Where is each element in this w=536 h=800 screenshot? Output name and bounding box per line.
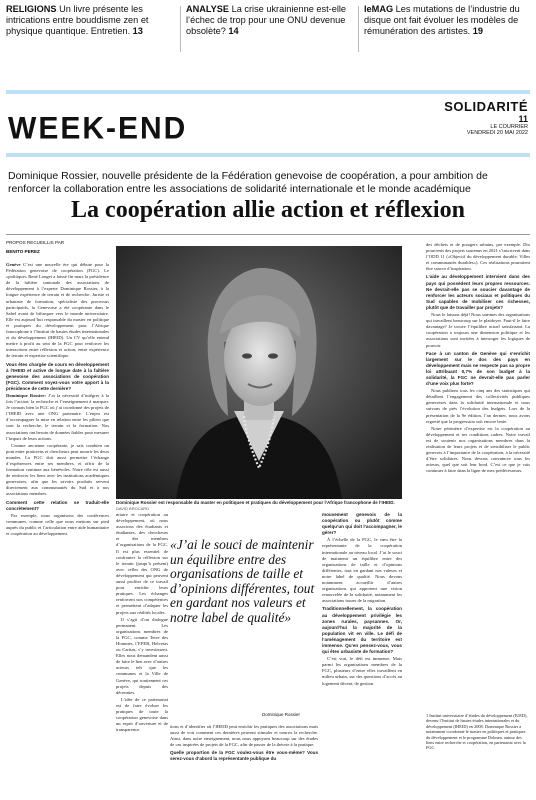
teaser-page: 13: [130, 26, 143, 36]
article-lede: Dominique Rossier, nouvelle présidente de la Fédération genevoise de coopération, a pour ambition de renforcer la collaboration entre les associations de solidarité internationale et le monde académique: [8, 170, 488, 195]
portrait-photo: [116, 246, 402, 499]
divider: [6, 234, 530, 235]
text-column-4: [322, 512, 402, 794]
pull-quote-signature: Dominique Rossier: [262, 712, 301, 717]
paragraph: nitaire et coopération au développement, où nous associons des étudiants et étudiantes, des chercheurs et des membres d’organisations de la FGC. Il est plus essentiel de confronter la réflexion sur le terrain (jusqu’à présent) avec celles des ONG de développement qui peuvent aussi profiter de ce travail pour enrichir leurs pratiques. Les échanges renforcent nos compétences et permettent d’adapter les projets aux réalités locales.: [116, 512, 168, 615]
question: Vous êtes chargée de cours en développement à l’IHEID et active de longue date à la faîtière genevoise des associations de coopération (FGC). Comment voyez-vous votre apport à la présidence de cette dernière?: [6, 361, 109, 391]
paragraph: Il s’agit d’un dialogue permanent. Les organisations membres de la FGC, comme Terre des Hommes, l’EPER, Helvetas ou Caritas, s’y investissent. Elles nous demandent aussi de faire le lien avec d’autres acteurs tels que les communes et la Ville de Genève, qui soutiennent ces projets depuis des décennies.: [116, 616, 168, 695]
rubric-label: SOLIDARITÉ: [444, 99, 528, 114]
paragraph: Par exemple, nous organisons des conférences communes, comme celle que nous mettons sur pied auprès du public et l’articulation entre aide humanitaire et coopération au développement.: [6, 512, 109, 537]
portrait-image: [116, 246, 402, 499]
issue-date: VENDREDI 20 MAI 2022: [466, 130, 528, 136]
question: Comment cette relation se traduit-elle concrètement?: [6, 499, 109, 511]
text-column-1: [6, 262, 109, 792]
paragraph: C’est vrai, le défi est immense. Mais parmi les organisations membres de la FGC, plusieurs d’entre elles travaillent en milieu urbain, sur des questions d’accès au logement décent, de gestion: [322, 656, 402, 686]
teaser-text: Les mutations de l’industrie du disque ont fait évoluer les modèles de rémunération des artistes.: [364, 4, 520, 36]
divider: [180, 6, 181, 52]
question: Face à un canton de Genève qui s’enrichit largement sur le dos des pays en développement mais ne respecte pas sa propre loi attribuant 0,7% de son budget à la solidarité, la FGC ne devrait-elle pas parler d’une voix plus forte?: [426, 350, 530, 387]
section-bar: [6, 153, 530, 157]
question: Quelle proportion de la FGC voulez-vous être vous-même? Vous serez-vous d’abord la représentante publique du: [170, 750, 318, 762]
paragraph: À l’échelle de la FGC, le vœu être la représentante de la coopération internationale au niveau local. J’ai le souci de maintenir un équilibre entre des organisations de taille et d’opinions différentes, tout en gardant nos valeurs et notre label de qualité. Nous devons notamment accueillir d’autres organisations qui apportent une vision renouvelée de la solidarité, notamment les associations issues de la migration.: [322, 537, 402, 604]
section-title: WEEK-END: [8, 111, 188, 146]
text-column-2: [116, 512, 168, 794]
teaser-text: La crise ukrainienne est-elle l’échec de trop pour une ONU devenue obsolète?: [186, 4, 347, 36]
paragraph: Nous le faisons déjà! Nous sommes des organisations qui travaillent beaucoup sur le plaidoyer. Faut-il le faire davantage? Je trouve l’équilibre actuel satisfaisant. La coopération a toujours une dimension politique et les associations sont invitées à interroger les logiques de pouvoir.: [426, 312, 530, 348]
caption-text: Dominique Rossier est responsable du master en politiques et pratiques du développement pour l’Afrique francophone de l’IHEID.: [116, 500, 395, 505]
teaser-kicker: leMAG: [364, 4, 394, 14]
question: mouvement genevois de la coopération ou plutôt comme quelqu’un qui doit l’accompagner, le gérer?: [322, 512, 402, 536]
paragraph: Comme ancienne coopérante, je sais combien un pont entre praticiens et chercheurs peut nourrir les deux mondes. La FGC doit aussi permettre l’échange d’expériences entre ses membres, et offrir de la formation continue aux bénévoles. Notre rôle est aussi de renforcer les liens avec les institutions académiques genevoises, afin que les savoirs produits servent directement aux communautés du Sud et à nos associations membres.: [6, 442, 109, 497]
article-headline: La coopération allie action et réflexion: [71, 197, 465, 223]
photo-caption: [116, 500, 402, 511]
paragraph: Notre périmètre d’expertise est la coopération au développement et ses conditions cadres. Notre travail est de soutenir nos organisations membres dans la réalisation de leurs projets et de sensibiliser le public genevois à l’importance de la coopération, à la nécessité d’être solidaires. Nous devons convaincre tous les acteurs, quel que soit leur bord. C’est ce que je vais continuer à faire dans la ligne de mes prédécesseurs.: [426, 425, 530, 474]
pull-quote: «J’ai le souci de maintenir un équilibre entre des organisations de taille et d’opinions différentes, tout en gardant nos valeurs et notre label de qualité»: [170, 537, 315, 625]
teaser-analyse[interactable]: [186, 4, 351, 37]
question: L’aide au développement intervient dans des pays qui possèdent leurs propres ressources. Ne devrait-elle pas se soucier davantage de renforcer les acteurs sociaux et politiques du Sud capables de mobiliser ces richesses, plutôt que de travailler par projets?: [426, 274, 530, 310]
question: Traditionnellement, la coopération au développement privilégie les zones rurales, paysannes. Or, aujourd’hui la majorité de la population vit en ville. Le défi de l’aménagement du territoire est immense. Qu’en pensez-vous, vous qui êtes urbaniste de formation?: [322, 606, 402, 655]
paragraph: [6, 262, 109, 360]
answer-lead: Dominique Rossier:: [6, 392, 46, 398]
byline-author: BENITO PEREZ: [6, 249, 40, 254]
text-column-6: [426, 242, 530, 710]
paragraph-text: C’est une nouvelle ère qui débute pour la Fédération genevoise de coopération (FGC). Le «politique» René Longet a laissé fin mars la présidence de la faîtière cantonale des associations de développement à l’experte Dominique Rossier, à la longue expérience de terrain et de recherche. Juriste et urbaniste de formation, spécialiste des processus participatifs, la Genevoise a été coopérante dans le Sahel avant de bifurquer vers le monde universitaire. Elle est aujourd’hui responsable du master en politique et pratiques du développement pour l’Afrique francophone à l’Institut de hautes études internationales et du développement (IHEID). Un CV qu’elle entend mettre à profit au sein de la FGC pour renforcer les interactions entre réflexion et action, entre expérience de terrain et expertise scientifique.: [6, 262, 109, 359]
paragraph: Nous publions tous les cinq ans des statistiques qui détaillent l’engagement des collectivités publiques genevoises dans la solidarité internationale et nous suivons de près l’évolution des budgets. Lors de la présentation de la 9e édition, l’an dernier, nous avons regretté que la progression soit encore lente.: [426, 388, 530, 424]
paragraph: tions et d’identifier où l’IHEID peut enrichir les pratiques des associations mais aussi de voir comment ces dernières peuvent stimuler et nourrir la recherche. Ainsi, dans notre enseignement, nous nous appuyons beaucoup sur des études de cas inspirées de projets de la FGC, afin de passer de la théorie à la pratique.: [170, 724, 318, 748]
teaser-religions[interactable]: [6, 4, 176, 37]
byline-label: PROPOS RECUEILLIS PAR: [6, 240, 65, 245]
masthead-info: [444, 99, 528, 136]
teaser-page: 19: [470, 26, 483, 36]
teaser-text: Un livre présente les intrications entre bouddisme zen et physique quantique. Entretien.: [6, 4, 149, 36]
teaser-page: 14: [225, 26, 239, 36]
teaser-kicker: RELIGIONS: [6, 4, 57, 14]
text-column-3: [170, 724, 318, 794]
section-bar: [6, 90, 530, 94]
footnote: 1 Institut universitaire d’études du développement (IUED), devenu l’Institut de hautes études internationales et du développement (IHEID) en 2008. Dominique Rossier a notamment coordonné le master en politiques et pratiques du développement et le programme Dolmen, autour des liens entre recherche et coopération, en partenariat avec la FGC.: [426, 713, 528, 751]
divider: [358, 6, 359, 52]
paragraph: [6, 393, 109, 442]
page-number: 11: [518, 114, 528, 124]
dateline: Genève: [6, 262, 21, 267]
paragraph-text: J’ai la nécessité d’intégrer à la fois l’action, la recherche et l’enseignement à marquer. Je connais bien la FGC où j’ai coordonné des projets de l’IHEID avec une ONG partenaire. L’enjeu est d’accompagner la mise en relation entre les piliers que sont la recherche, le terrain et la formation. Nos associations ont besoin de données fiables pour mesurer l’impact de leurs actions.: [6, 392, 109, 441]
newspaper-name: LE COURRIER: [490, 124, 528, 130]
photo-credit: DAVID BROCARD: [116, 505, 150, 511]
teaser-lemag[interactable]: [364, 4, 532, 37]
paragraph: L’idée de ce partenariat est de faire évoluer les pratiques de toute la coopération genevoise dans un esprit d’ouverture et de transparence.: [116, 696, 168, 733]
paragraph: des déchets et de potagers urbains, par exemple. Dix pourcents des projets soutenus en 2021 s’inscrivent dans l’ODD 11 («Objectif du développement durable, Villes et communautés durables»). Ces réalisations pourraient être source d’inspiration.: [426, 242, 530, 272]
teaser-kicker: ANALYSE: [186, 4, 230, 14]
